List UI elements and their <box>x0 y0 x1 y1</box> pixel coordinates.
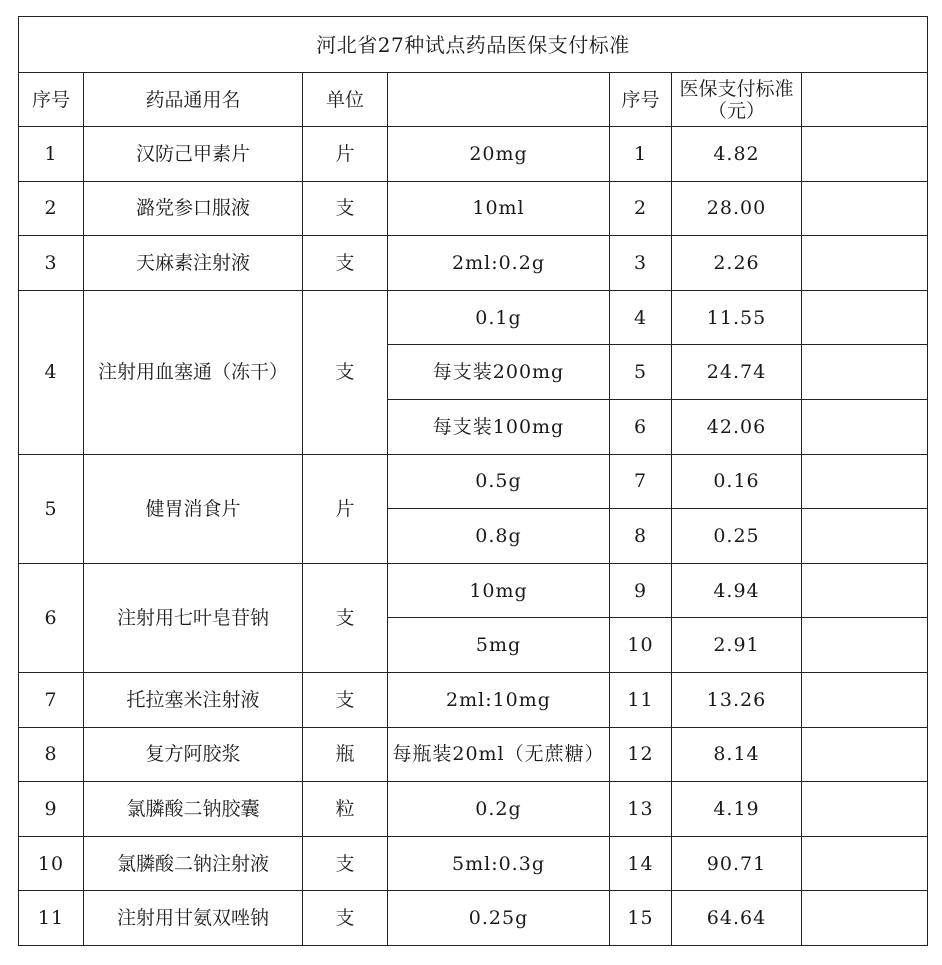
drug-name: 注射用七叶皂苷钠 <box>84 563 303 672</box>
spec-no: 15 <box>610 891 672 946</box>
price-standard-table <box>18 16 928 946</box>
spec-price: 2.26 <box>672 236 802 291</box>
spec-extra <box>802 127 928 182</box>
table-row <box>19 181 928 236</box>
drug-unit: 支 <box>303 836 388 891</box>
table-row <box>19 127 928 182</box>
drug-spec: 0.2g <box>388 782 610 837</box>
drug-spec: 20mg <box>388 127 610 182</box>
drug-spec: 0.8g <box>388 509 610 564</box>
drug-spec: 0.1g <box>388 290 610 345</box>
drug-spec: 每支装200mg <box>388 345 610 400</box>
spec-no: 13 <box>610 782 672 837</box>
drug-no: 4 <box>19 290 84 454</box>
spec-extra <box>802 399 928 454</box>
spec-no: 8 <box>610 509 672 564</box>
drug-unit: 片 <box>303 454 388 563</box>
drug-spec: 每瓶装20ml（无蔗糖） <box>388 727 610 782</box>
header-extra <box>802 73 928 127</box>
spec-no: 6 <box>610 399 672 454</box>
spec-extra <box>802 891 928 946</box>
spec-price: 13.26 <box>672 672 802 727</box>
drug-unit: 粒 <box>303 782 388 837</box>
spec-price: 0.25 <box>672 509 802 564</box>
spec-extra <box>802 290 928 345</box>
drug-unit: 支 <box>303 236 388 291</box>
drug-unit: 支 <box>303 891 388 946</box>
spec-no: 4 <box>610 290 672 345</box>
drug-no: 1 <box>19 127 84 182</box>
spec-no: 14 <box>610 836 672 891</box>
header-drug-name: 药品通用名 <box>84 73 303 127</box>
drug-spec: 2ml:0.2g <box>388 236 610 291</box>
spec-extra <box>802 563 928 618</box>
spec-no: 12 <box>610 727 672 782</box>
drug-name: 氯膦酸二钠胶囊 <box>84 782 303 837</box>
table-row <box>19 836 928 891</box>
header-spec <box>388 73 610 127</box>
drug-unit: 瓶 <box>303 727 388 782</box>
table-row <box>19 236 928 291</box>
drug-no: 3 <box>19 236 84 291</box>
drug-spec: 2ml:10mg <box>388 672 610 727</box>
drug-spec: 5ml:0.3g <box>388 836 610 891</box>
drug-spec: 0.5g <box>388 454 610 509</box>
drug-no: 7 <box>19 672 84 727</box>
drug-name: 健胃消食片 <box>84 454 303 563</box>
spec-price: 4.82 <box>672 127 802 182</box>
drug-no: 8 <box>19 727 84 782</box>
spec-extra <box>802 618 928 673</box>
drug-unit: 片 <box>303 127 388 182</box>
spec-no: 5 <box>610 345 672 400</box>
spec-price: 11.55 <box>672 290 802 345</box>
drug-unit: 支 <box>303 290 388 454</box>
table-row <box>19 782 928 837</box>
spec-price: 2.91 <box>672 618 802 673</box>
spec-no: 1 <box>610 127 672 182</box>
header-row <box>19 73 928 127</box>
table-row <box>19 727 928 782</box>
spec-no: 7 <box>610 454 672 509</box>
table-row <box>19 454 928 509</box>
spec-price: 42.06 <box>672 399 802 454</box>
drug-unit: 支 <box>303 181 388 236</box>
spec-extra <box>802 727 928 782</box>
spec-price: 28.00 <box>672 181 802 236</box>
spec-extra <box>802 509 928 564</box>
spec-no: 3 <box>610 236 672 291</box>
drug-no: 9 <box>19 782 84 837</box>
spec-price: 0.16 <box>672 454 802 509</box>
drug-no: 2 <box>19 181 84 236</box>
spec-extra <box>802 181 928 236</box>
header-unit: 单位 <box>303 73 388 127</box>
drug-spec: 每支装100mg <box>388 399 610 454</box>
spec-price: 64.64 <box>672 891 802 946</box>
title-row <box>19 17 928 73</box>
spec-extra <box>802 836 928 891</box>
spec-extra <box>802 672 928 727</box>
drug-spec: 10mg <box>388 563 610 618</box>
drug-name: 汉防己甲素片 <box>84 127 303 182</box>
drug-name: 复方阿胶浆 <box>84 727 303 782</box>
drug-unit: 支 <box>303 563 388 672</box>
header-price: 医保支付标准（元） <box>672 73 802 127</box>
spec-price: 4.94 <box>672 563 802 618</box>
drug-spec: 0.25g <box>388 891 610 946</box>
header-no2: 序号 <box>610 73 672 127</box>
spec-extra <box>802 782 928 837</box>
drug-name: 注射用甘氨双唑钠 <box>84 891 303 946</box>
spec-extra <box>802 236 928 291</box>
drug-name: 天麻素注射液 <box>84 236 303 291</box>
drug-name: 潞党参口服液 <box>84 181 303 236</box>
table-row <box>19 672 928 727</box>
drug-spec: 10ml <box>388 181 610 236</box>
spec-price: 90.71 <box>672 836 802 891</box>
spec-price: 24.74 <box>672 345 802 400</box>
drug-name: 氯膦酸二钠注射液 <box>84 836 303 891</box>
drug-spec: 5mg <box>388 618 610 673</box>
table-row <box>19 290 928 345</box>
drug-no: 5 <box>19 454 84 563</box>
drug-unit: 支 <box>303 672 388 727</box>
spec-extra <box>802 345 928 400</box>
drug-no: 11 <box>19 891 84 946</box>
spec-no: 2 <box>610 181 672 236</box>
spec-extra <box>802 454 928 509</box>
header-no: 序号 <box>19 73 84 127</box>
drug-no: 6 <box>19 563 84 672</box>
spec-no: 11 <box>610 672 672 727</box>
drug-name: 注射用血塞通（冻干） <box>84 290 303 454</box>
table-title: 河北省27种试点药品医保支付标准 <box>19 17 928 73</box>
spec-price: 4.19 <box>672 782 802 837</box>
drug-no: 10 <box>19 836 84 891</box>
spec-no: 9 <box>610 563 672 618</box>
table-row <box>19 891 928 946</box>
table-row <box>19 563 928 618</box>
spec-price: 8.14 <box>672 727 802 782</box>
drug-name: 托拉塞米注射液 <box>84 672 303 727</box>
spec-no: 10 <box>610 618 672 673</box>
